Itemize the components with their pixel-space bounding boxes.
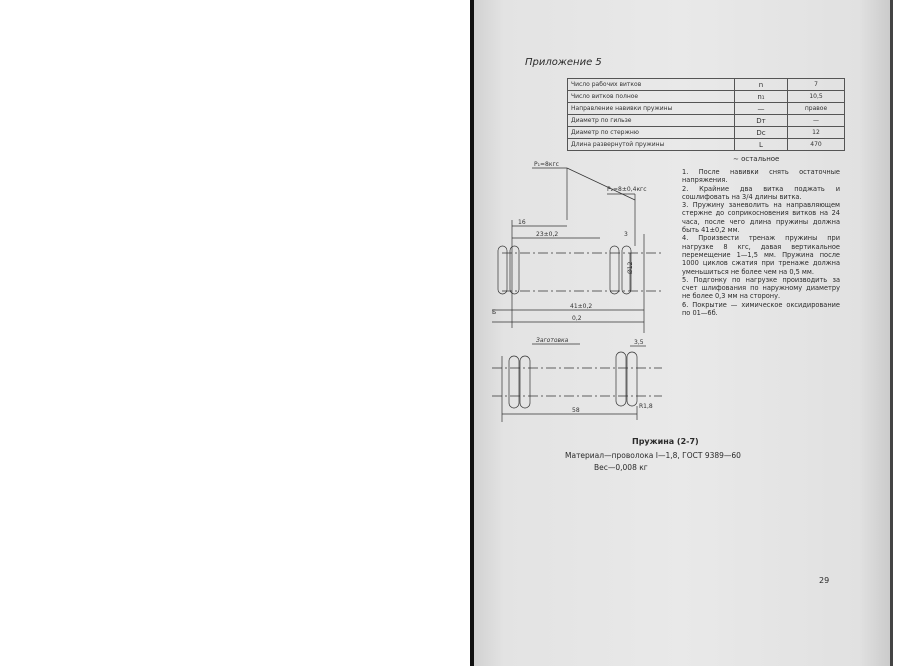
page-edge-left bbox=[470, 0, 474, 666]
appendix-title: Приложение 5 bbox=[525, 57, 602, 68]
view-b-label: Б bbox=[492, 309, 497, 316]
dim-35-label: 3,5 bbox=[634, 339, 644, 346]
dim-3-label: 3 bbox=[624, 231, 628, 238]
list-item: 5. Подгонку по нагрузке производить за счет шлифования по наружному диаметру не более 0,3 мм на сторону. bbox=[682, 275, 840, 301]
part-title: Пружина (2-7) bbox=[632, 437, 699, 446]
dim-23-label: 23±0,2 bbox=[536, 231, 559, 238]
param-value: — bbox=[788, 115, 845, 127]
param-value: правое bbox=[788, 103, 845, 115]
blank-coil-left bbox=[509, 356, 519, 408]
dim-o2-label: 0,2 bbox=[572, 315, 582, 322]
weight-line: Вес—0,008 кг bbox=[594, 463, 648, 472]
param-value: 7 bbox=[788, 79, 845, 91]
param-name: Длина развернутой пружины bbox=[568, 139, 735, 151]
force-p1-label: P₁=8кгс bbox=[534, 161, 559, 168]
list-item: 6. Покрытие — химическое оксидирование по 01—6б. bbox=[682, 300, 840, 318]
page-edge-right bbox=[890, 0, 893, 666]
param-symbol: n₁ bbox=[735, 91, 788, 103]
dim-r18-label: R1,8 bbox=[639, 403, 653, 410]
param-name: Число рабочих витков bbox=[568, 79, 735, 91]
technical-notes bbox=[682, 168, 840, 317]
dim-d-label: Ø12 bbox=[627, 261, 634, 274]
dim-16-label: 16 bbox=[518, 219, 526, 226]
blank-coil-right-2 bbox=[627, 352, 637, 406]
scanned-page bbox=[470, 0, 893, 666]
material-line: Материал—проволока I—1,8, ГОСТ 9389—60 bbox=[565, 451, 741, 460]
param-symbol: L bbox=[735, 139, 788, 151]
param-name: Число витков полное bbox=[568, 91, 735, 103]
table-row bbox=[568, 115, 845, 127]
param-value: 12 bbox=[788, 127, 845, 139]
param-name: Диаметр по гильзе bbox=[568, 115, 735, 127]
list-item: 3. Пружину заневолить на направляющем стержне до соприкосновения витков на 24 часа, после чего длина пружины должна быть 41±0,2 мм. bbox=[682, 201, 840, 235]
table-row bbox=[568, 79, 845, 91]
dim-41-label: 41±0,2 bbox=[570, 303, 593, 310]
roughness-note: ∼ остальное bbox=[733, 155, 780, 163]
blank-label: Заготовка bbox=[536, 337, 569, 344]
dim-58-label: 58 bbox=[572, 407, 580, 414]
spec-table bbox=[567, 78, 845, 151]
spring-drawing bbox=[492, 158, 682, 420]
list-item: 2. Крайние два витка поджать и сошлифовать на 3/4 длины витка. bbox=[682, 184, 840, 201]
page-number: 29 bbox=[819, 576, 830, 585]
table-row bbox=[568, 127, 845, 139]
param-value: 470 bbox=[788, 139, 845, 151]
param-symbol: — bbox=[735, 103, 788, 115]
param-name: Диаметр по стержню bbox=[568, 127, 735, 139]
table-row bbox=[568, 103, 845, 115]
param-symbol: Dс bbox=[735, 127, 788, 139]
force-p2-label: P₂=8±0,4кгс bbox=[607, 186, 647, 193]
blank-coil-right bbox=[616, 352, 626, 406]
param-symbol: Dт bbox=[735, 115, 788, 127]
param-symbol: n bbox=[735, 79, 788, 91]
param-value: 10,5 bbox=[788, 91, 845, 103]
force-diagonal bbox=[567, 168, 635, 200]
list-item: 4. Произвести тренаж пружины при нагрузке 8 кгс, давая вертикальное перемещение 1—1,5 мм. Пружина после 1000 циклов сжатия при тренаже должна уменьшиться не более чем на 0,5 мм. bbox=[682, 234, 840, 276]
param-name: Направление навивки пружины bbox=[568, 103, 735, 115]
blank-coil-left-2 bbox=[520, 356, 530, 408]
table-row bbox=[568, 139, 845, 151]
table-row bbox=[568, 91, 845, 103]
list-item: 1. После навивки снять остаточные напряжения. bbox=[682, 168, 840, 185]
